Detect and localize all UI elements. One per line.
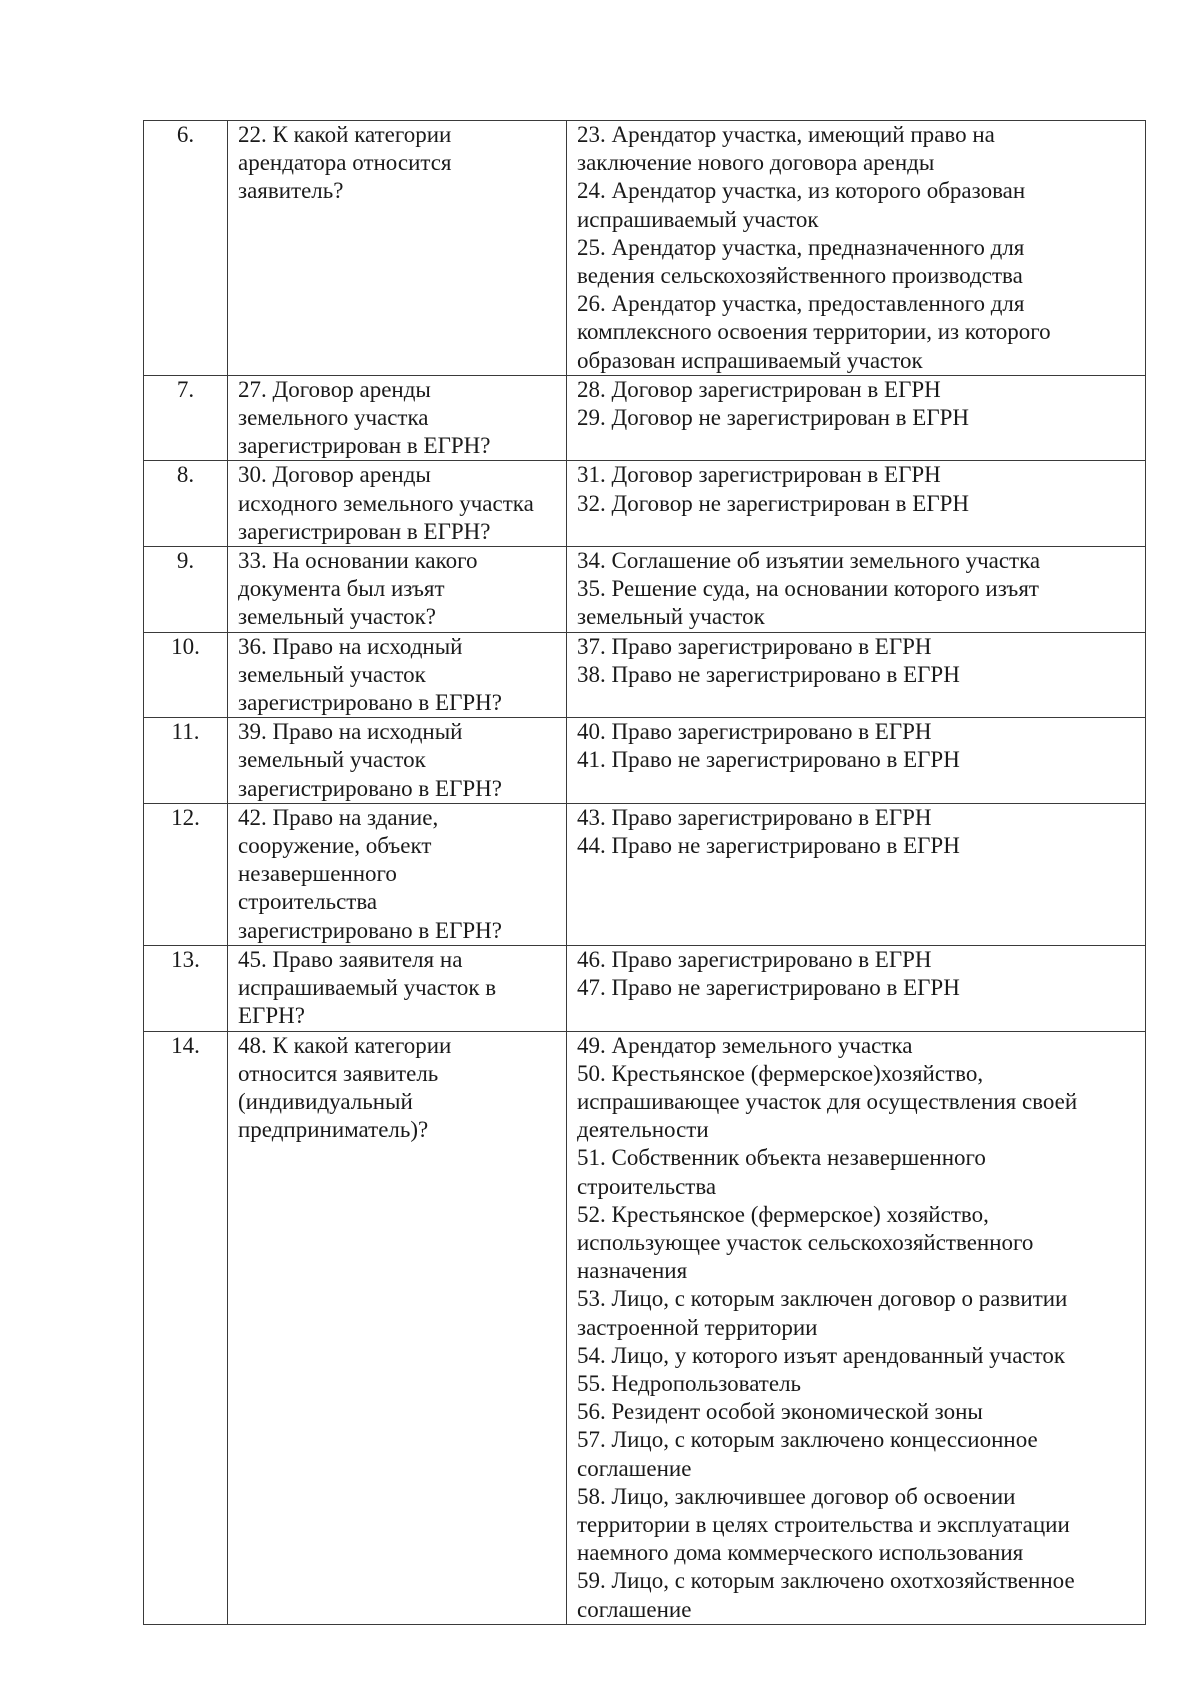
answer-line: 29. Договор не зарегистрирован в ЕГРН xyxy=(577,405,970,431)
table-row xyxy=(144,1031,1146,1624)
row-number-text: 10. xyxy=(171,633,200,659)
question-line: 33. На основании какого xyxy=(238,548,478,574)
question-line: земельный участок xyxy=(238,747,426,773)
question-cell xyxy=(228,1031,567,1624)
answer-line: испрашиваемый участок xyxy=(577,206,819,232)
row-number-text: 6. xyxy=(176,122,195,147)
question-line: зарегистрировано в ЕГРН? xyxy=(238,775,502,801)
question-line: зарегистрирован в ЕГРН? xyxy=(238,518,491,544)
row-number xyxy=(144,121,228,376)
row-number xyxy=(144,632,228,718)
row-number-text: 12. xyxy=(171,804,200,830)
row-number xyxy=(144,945,228,1031)
answers-cell xyxy=(567,1031,1146,1624)
answer-line: 31. Договор зарегистрирован в ЕГРН xyxy=(577,462,941,488)
table-row xyxy=(144,945,1146,1031)
answer-line: 37. Право зарегистрировано в ЕГРН xyxy=(577,633,932,659)
questionnaire-table xyxy=(143,120,1146,1625)
answer-line: 53. Лицо, с которым заключен договор о развитии xyxy=(577,1286,1068,1312)
answer-line: 57. Лицо, с которым заключено концессионное xyxy=(577,1427,1038,1453)
question-cell xyxy=(228,945,567,1031)
question-cell xyxy=(228,375,567,461)
table-row xyxy=(144,718,1146,804)
answer-line: 58. Лицо, заключившее договор об освоении xyxy=(577,1483,1016,1509)
table-row xyxy=(144,121,1146,376)
answer-line: 46. Право зарегистрировано в ЕГРН xyxy=(577,946,932,972)
answer-line: образован испрашиваемый участок xyxy=(577,347,923,373)
row-number-text: 14. xyxy=(171,1032,200,1058)
question-line: заявитель? xyxy=(238,178,344,204)
answer-line: наемного дома коммерческого использования xyxy=(577,1540,1024,1566)
question-line: арендатора относится xyxy=(238,150,452,176)
table-row xyxy=(144,547,1146,633)
question-line: 27. Договор аренды xyxy=(238,376,431,402)
question-line: относится заявитель xyxy=(238,1060,439,1086)
answer-line: 35. Решение суда, на основании которого изъят xyxy=(577,576,1039,602)
answer-line: 50. Крестьянское (фермерское)хозяйство, xyxy=(577,1060,984,1086)
row-number xyxy=(144,375,228,461)
answers-cell xyxy=(567,945,1146,1031)
question-line: 36. Право на исходный xyxy=(238,633,463,659)
question-line: ЕГРН? xyxy=(238,1003,305,1029)
question-cell xyxy=(228,121,567,376)
table-row xyxy=(144,375,1146,461)
answers-cell xyxy=(567,461,1146,547)
answer-line: 25. Арендатор участка, предназначенного для xyxy=(577,234,1025,260)
answer-line: 52. Крестьянское (фермерское) хозяйство, xyxy=(577,1201,989,1227)
row-number-text: 11. xyxy=(171,719,200,745)
answer-line: использующее участок сельскохозяйственного xyxy=(577,1229,1034,1255)
question-line: земельный участок xyxy=(238,661,426,687)
question-line: земельного участка xyxy=(238,405,429,431)
answer-line: назначения xyxy=(577,1258,688,1284)
row-number-text: 13. xyxy=(171,946,200,972)
question-cell xyxy=(228,718,567,804)
question-line: зарегистрировано в ЕГРН? xyxy=(238,917,502,943)
table-row xyxy=(144,632,1146,718)
question-line: 42. Право на здание, xyxy=(238,804,439,830)
question-line: земельный участок? xyxy=(238,604,436,630)
answer-line: 24. Арендатор участка, из которого образован xyxy=(577,178,1026,204)
question-line: 48. К какой категории xyxy=(238,1032,452,1058)
question-cell xyxy=(228,547,567,633)
answers-cell xyxy=(567,121,1146,376)
question-line: исходного земельного участка xyxy=(238,490,534,516)
question-line: 22. К какой категории xyxy=(238,122,452,147)
answers-cell xyxy=(567,547,1146,633)
answer-line: 59. Лицо, с которым заключено охотхозяйственное xyxy=(577,1568,1075,1594)
answer-line: 38. Право не зарегистрировано в ЕГРН xyxy=(577,661,960,687)
question-line: 39. Право на исходный xyxy=(238,719,463,745)
answer-line: заключение нового договора аренды xyxy=(577,150,935,176)
question-line: 30. Договор аренды xyxy=(238,462,431,488)
answer-line: земельный участок xyxy=(577,604,765,630)
answer-line: 26. Арендатор участка, предоставленного для xyxy=(577,291,1025,317)
answer-line: 41. Право не зарегистрировано в ЕГРН xyxy=(577,747,960,773)
answer-line: 44. Право не зарегистрировано в ЕГРН xyxy=(577,833,960,859)
question-line: предприниматель)? xyxy=(238,1117,429,1143)
answer-line: 23. Арендатор участка, имеющий право на xyxy=(577,122,995,147)
question-line: зарегистрирован в ЕГРН? xyxy=(238,433,491,459)
answer-line: 32. Договор не зарегистрирован в ЕГРН xyxy=(577,490,970,516)
row-number xyxy=(144,547,228,633)
row-number xyxy=(144,461,228,547)
question-line: испрашиваемый участок в xyxy=(238,975,497,1001)
row-number-text: 9. xyxy=(176,548,195,574)
question-cell xyxy=(228,461,567,547)
answer-line: испрашивающее участок для осуществления своей xyxy=(577,1088,1078,1114)
answer-line: комплексного освоения территории, из которого xyxy=(577,319,1051,345)
answer-line: 54. Лицо, у которого изъят арендованный участок xyxy=(577,1342,1066,1368)
answers-cell xyxy=(567,803,1146,945)
answers-cell xyxy=(567,632,1146,718)
answer-line: 43. Право зарегистрировано в ЕГРН xyxy=(577,804,932,830)
question-cell xyxy=(228,632,567,718)
question-cell xyxy=(228,803,567,945)
answer-line: 49. Арендатор земельного участка xyxy=(577,1032,913,1058)
answer-line: 34. Соглашение об изъятии земельного участка xyxy=(577,548,1041,574)
answer-line: строительства xyxy=(577,1173,717,1199)
question-line: незавершенного xyxy=(238,861,397,887)
row-number xyxy=(144,718,228,804)
question-line: (индивидуальный xyxy=(238,1088,413,1114)
answer-line: 56. Резидент особой экономической зоны xyxy=(577,1399,983,1425)
table-row xyxy=(144,803,1146,945)
answer-line: территории в целях строительства и эксплуатации xyxy=(577,1511,1070,1537)
row-number xyxy=(144,1031,228,1624)
question-line: сооружение, объект xyxy=(238,833,432,859)
answer-line: ведения сельскохозяйственного производства xyxy=(577,263,1023,289)
answers-cell xyxy=(567,375,1146,461)
answers-cell xyxy=(567,718,1146,804)
question-line: строительства xyxy=(238,889,378,915)
question-line: документа был изъят xyxy=(238,576,445,602)
answer-line: соглашение xyxy=(577,1455,692,1481)
row-number xyxy=(144,803,228,945)
answer-line: соглашение xyxy=(577,1596,692,1622)
answer-line: застроенной территории xyxy=(577,1314,818,1340)
answer-line: деятельности xyxy=(577,1117,709,1143)
row-number-text: 7. xyxy=(176,376,195,402)
question-line: зарегистрировано в ЕГРН? xyxy=(238,690,502,716)
answer-line: 47. Право не зарегистрировано в ЕГРН xyxy=(577,975,960,1001)
table-row xyxy=(144,461,1146,547)
answer-line: 28. Договор зарегистрирован в ЕГРН xyxy=(577,376,941,402)
question-line: 45. Право заявителя на xyxy=(238,946,463,972)
answer-line: 55. Недропользователь xyxy=(577,1370,802,1396)
answer-line: 40. Право зарегистрировано в ЕГРН xyxy=(577,719,932,745)
row-number-text: 8. xyxy=(176,462,195,488)
answer-line: 51. Собственник объекта незавершенного xyxy=(577,1145,986,1171)
